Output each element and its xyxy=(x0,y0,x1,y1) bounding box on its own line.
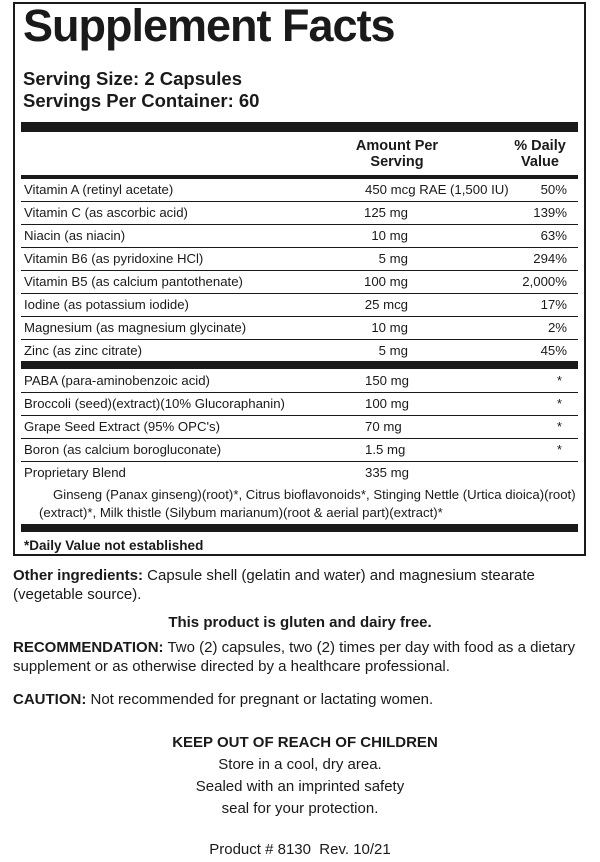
storage-line: Store in a cool, dry area. xyxy=(218,756,382,773)
nutrient-row: Magnesium (as magnesium glycinate) 10 mg 2% xyxy=(21,317,578,340)
servings-per-container: Servings Per Container: 60 xyxy=(23,90,260,111)
nutrient-row: Vitamin A (retinyl acetate) 450 mcg RAE (1,500 IU) 50% xyxy=(21,179,578,202)
recommendation: RECOMMENDATION: Two (2) capsules, two (2) times per day with food as a dietary supplement or as otherwise directed by a healthcare professional. xyxy=(13,639,576,675)
supplement-facts-panel xyxy=(13,2,586,556)
other-ingredient-row: Broccoli (seed)(extract)(10% Glucoraphanin) 100 mg * xyxy=(21,393,578,416)
amount-per-serving-header: Amount Per Serving xyxy=(355,138,439,170)
other-ingredients: Other ingredients: Capsule shell (gelatin and water) and magnesium stearate (vegetable source). xyxy=(13,567,535,603)
product-code: Product # 8130 Rev. 10/21 xyxy=(209,841,391,858)
other-ingredient-row: Grape Seed Extract (95% OPC's) 70 mg * xyxy=(21,416,578,439)
daily-value-footnote: *Daily Value not established xyxy=(24,538,204,553)
gluten-free-statement: This product is gluten and dairy free. xyxy=(168,614,432,631)
daily-value-header: % Daily Value xyxy=(514,138,566,170)
storage-line: seal for your protection. xyxy=(221,800,379,817)
caution: CAUTION: Not recommended for pregnant or lactating women. xyxy=(13,691,434,708)
other-ingredient-row: PABA (para-aminobenzoic acid) 150 mg * xyxy=(21,370,578,393)
nutrient-row: Iodine (as potassium iodide) 25 mcg 17% xyxy=(21,294,578,317)
other-ingredient-row: Boron (as calcium borogluconate) 1.5 mg * xyxy=(21,439,578,462)
nutrient-row: Niacin (as niacin) 10 mg 63% xyxy=(21,225,578,248)
blend-ingredients-line: (extract)*, Milk thistle (Silybum marianum)(root & aerial part)(extract)* xyxy=(39,505,443,520)
blend-ingredients-line: Ginseng (Panax ginseng)(root)*, Citrus bioflavonoids*, Stinging Nettle (Urtica dioica)(root) xyxy=(53,487,576,502)
keep-out-warning: KEEP OUT OF REACH OF CHILDREN xyxy=(172,734,438,751)
thick-divider xyxy=(21,361,578,369)
panel-title: Supplement Facts xyxy=(23,0,395,51)
serving-size: Serving Size: 2 Capsules xyxy=(23,68,243,89)
nutrient-row: Vitamin B5 (as calcium pantothenate) 100 mg 2,000% xyxy=(21,271,578,294)
storage-line: Sealed with an imprinted safety xyxy=(195,778,405,795)
proprietary-blend-row: Proprietary Blend 335 mg xyxy=(24,465,409,480)
nutrient-row: Vitamin C (as ascorbic acid) 125 mg 139% xyxy=(21,202,578,225)
thick-divider xyxy=(21,524,578,532)
nutrient-row: Zinc (as zinc citrate) 5 mg 45% xyxy=(24,343,567,358)
thick-divider xyxy=(21,122,578,132)
nutrient-row: Vitamin B6 (as pyridoxine HCl) 5 mg 294% xyxy=(21,248,578,271)
